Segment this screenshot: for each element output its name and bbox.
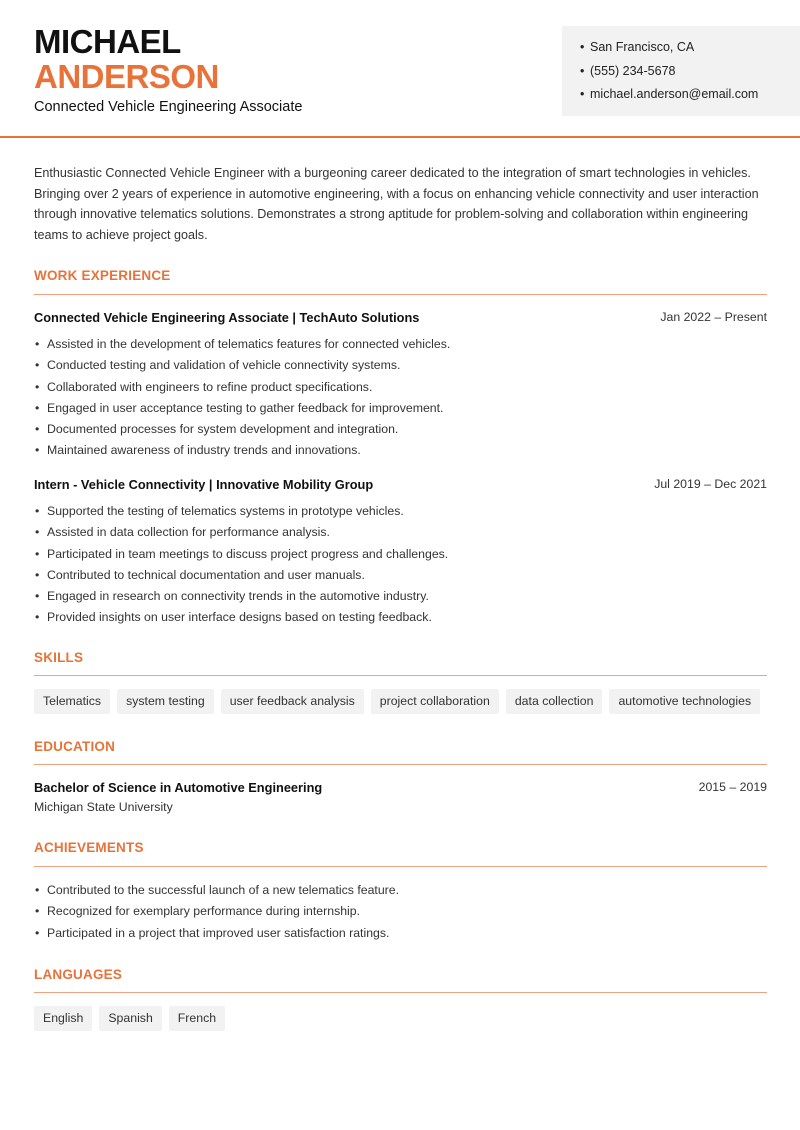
languages-list — [34, 1006, 225, 1031]
section-divider — [34, 764, 767, 765]
list-item: • Provided insights on user interface designs based on testing feedback. — [34, 609, 448, 630]
list-item: • Maintained awareness of industry trends and innovations. — [34, 442, 450, 463]
school-name: Michigan State University — [34, 800, 173, 814]
job-date: Jul 2019 – Dec 2021 — [654, 477, 767, 491]
achievements-list — [34, 882, 399, 946]
skills-list — [34, 689, 760, 714]
contact-email: • michael.anderson@email.com — [580, 85, 758, 109]
skill-chip: system testing — [117, 689, 214, 714]
language-chip: French — [169, 1006, 225, 1031]
list-item: • Participated in a project that improved user satisfaction ratings. — [34, 925, 399, 946]
list-item: • Recognized for exemplary performance during internship. — [34, 903, 399, 924]
list-item: • Engaged in user acceptance testing to gather feedback for improvement. — [34, 400, 450, 421]
list-item: • Contributed to technical documentation and user manuals. — [34, 567, 448, 588]
list-item: • Supported the testing of telematics systems in prototype vehicles. — [34, 503, 448, 524]
job-title: Connected Vehicle Engineering Associate | TechAuto Solutions — [34, 310, 420, 325]
section-title-languages: LANGUAGES — [34, 967, 123, 982]
job-title: Intern - Vehicle Connectivity | Innovative Mobility Group — [34, 477, 374, 492]
section-divider — [34, 675, 767, 676]
list-item: • Conducted testing and validation of vehicle connectivity systems. — [34, 357, 450, 378]
profile-summary: Enthusiastic Connected Vehicle Engineer with a burgeoning career dedicated to the integration of smart technologies in vehicles. Bringing over 2 years of experience in automotive engineering, with a focus on enhancing vehicle connectivity and user interaction through innovative telematics solutions. Demonstrates a strong aptitude for problem-solving and collaboration within engineering teams to achieve project goals. — [34, 166, 759, 242]
job-bullets — [34, 503, 448, 631]
list-item: • Engaged in research on connectivity trends in the automotive industry. — [34, 588, 448, 609]
language-chip: English — [34, 1006, 92, 1031]
job-date: Jan 2022 – Present — [660, 310, 767, 324]
resume-header — [0, 0, 800, 138]
candidate-name — [34, 24, 219, 94]
list-item: • Assisted in the development of telematics features for connected vehicles. — [34, 336, 450, 357]
skill-chip: automotive technologies — [609, 689, 760, 714]
section-divider — [34, 294, 767, 295]
section-title-education: EDUCATION — [34, 739, 116, 754]
first-name: MICHAEL — [34, 23, 181, 60]
job-title-headline: Connected Vehicle Engineering Associate — [34, 99, 303, 115]
contact-location: • San Francisco, CA — [580, 38, 758, 62]
skill-chip: project collaboration — [371, 689, 499, 714]
section-title-skills: SKILLS — [34, 650, 84, 665]
education-date: 2015 – 2019 — [698, 780, 767, 794]
section-title-achievements: ACHIEVEMENTS — [34, 840, 144, 855]
section-title-work: WORK EXPERIENCE — [34, 268, 171, 283]
list-item: • Assisted in data collection for performance analysis. — [34, 524, 448, 545]
list-item: • Documented processes for system development and integration. — [34, 421, 450, 442]
degree-title: Bachelor of Science in Automotive Engineering — [34, 780, 323, 795]
skill-chip: Telematics — [34, 689, 110, 714]
section-divider — [34, 992, 767, 993]
job-bullets — [34, 336, 450, 464]
section-divider — [34, 866, 767, 867]
list-item: • Collaborated with engineers to refine product specifications. — [34, 379, 450, 400]
contact-box — [562, 26, 800, 116]
contact-phone: • (555) 234-5678 — [580, 62, 758, 86]
language-chip: Spanish — [99, 1006, 161, 1031]
list-item: • Contributed to the successful launch of a new telematics feature. — [34, 882, 399, 903]
skill-chip: data collection — [506, 689, 603, 714]
skill-chip: user feedback analysis — [221, 689, 364, 714]
last-name: ANDERSON — [34, 58, 219, 95]
list-item: • Participated in team meetings to discuss project progress and challenges. — [34, 546, 448, 567]
